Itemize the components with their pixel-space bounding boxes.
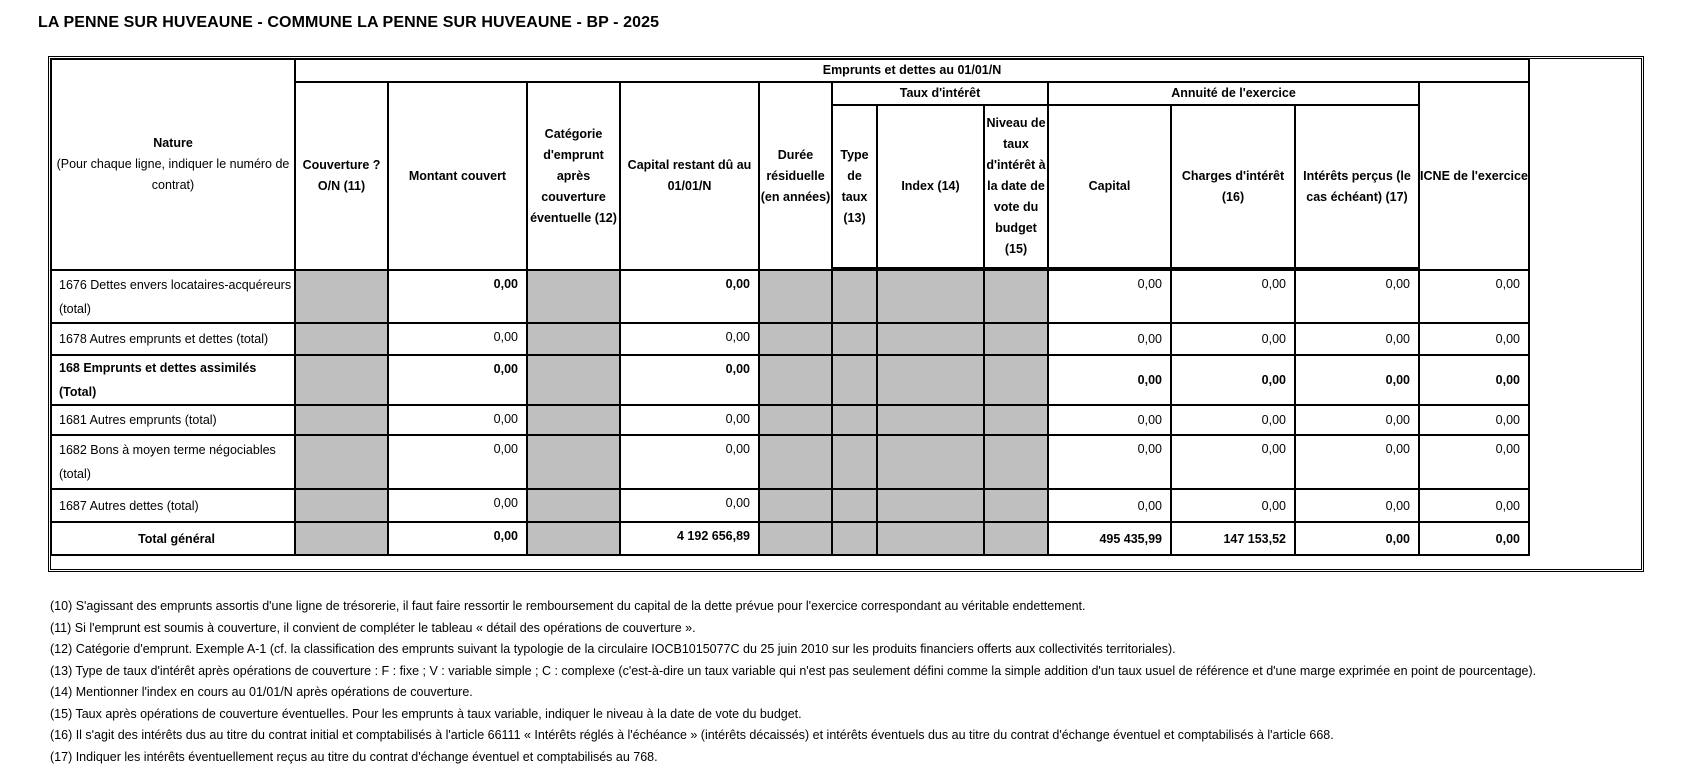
footnote-13: (13) Type de taux d'intérêt après opérations de couverture : F : fixe ; V : variable simple ; C : complexe (c'est-à-dire un taux variable qui n'est pas seulement défini comme la simple addition d'un taux usuel de référence et d'une marge exprimée en point de pourcentage). bbox=[50, 663, 1537, 678]
cell-index bbox=[877, 489, 984, 522]
cell-capital-restant: 0,00 bbox=[620, 270, 759, 323]
cell-capital: 0,00 bbox=[1048, 435, 1171, 489]
cell-capital-restant: 0,00 bbox=[620, 489, 759, 522]
table-row bbox=[51, 270, 1529, 323]
cell-capital: 0,00 bbox=[1048, 323, 1171, 355]
cell-capital: 0,00 bbox=[1048, 355, 1171, 405]
cell-niveau bbox=[984, 435, 1048, 489]
cell-categorie bbox=[527, 405, 620, 435]
cell-index bbox=[877, 405, 984, 435]
cell-charges: 0,00 bbox=[1171, 323, 1295, 355]
cell-duree bbox=[759, 435, 832, 489]
row-label: 168 Emprunts et dettes assimilés (Total) bbox=[51, 355, 295, 405]
cell-type-taux bbox=[832, 405, 877, 435]
header-couverture: Couverture ? O/N (11) bbox=[295, 82, 388, 270]
table-row bbox=[51, 489, 1529, 522]
cell-capital: 495 435,99 bbox=[1048, 522, 1171, 555]
cell-montant: 0,00 bbox=[388, 355, 527, 405]
cell-type-taux bbox=[832, 489, 877, 522]
cell-icne: 0,00 bbox=[1419, 270, 1529, 323]
cell-charges: 0,00 bbox=[1171, 405, 1295, 435]
footnote-14: (14) Mentionner l'index en cours au 01/01/N après opérations de couverture. bbox=[50, 685, 473, 699]
cell-couverture bbox=[295, 323, 388, 355]
cell-type-taux bbox=[832, 435, 877, 489]
cell-capital: 0,00 bbox=[1048, 270, 1171, 323]
cell-index bbox=[877, 435, 984, 489]
cell-icne: 0,00 bbox=[1419, 522, 1529, 555]
cell-duree bbox=[759, 405, 832, 435]
footnote-16: (16) Il s'agit des intérêts dus au titre du contrat initial et comptabilisés à l'article 66111 « Intérêts réglés à l'échéance » (intérêts décaissés) et intérêts éventuels dus au titre du contrat d'échange éventuel et comptabilisés à l'article 668. bbox=[50, 728, 1334, 742]
cell-type-taux bbox=[832, 270, 877, 323]
footnote-17: (17) Indiquer les intérêts éventuellement reçus au titre du contrat d'échange éventuel et comptabilisés au 768. bbox=[50, 749, 658, 764]
cell-capital-restant: 0,00 bbox=[620, 355, 759, 405]
cell-icne: 0,00 bbox=[1419, 435, 1529, 489]
page-title: LA PENNE SUR HUVEAUNE - COMMUNE LA PENNE SUR HUVEAUNE - BP - 2025 bbox=[38, 14, 660, 31]
cell-categorie bbox=[527, 435, 620, 489]
cell-interets: 0,00 bbox=[1295, 435, 1419, 489]
cell-index bbox=[877, 522, 984, 555]
table-row bbox=[51, 323, 1529, 355]
cell-montant: 0,00 bbox=[388, 435, 527, 489]
debt-table bbox=[50, 58, 1530, 556]
cell-index bbox=[877, 323, 984, 355]
cell-icne: 0,00 bbox=[1419, 323, 1529, 355]
cell-capital: 0,00 bbox=[1048, 405, 1171, 435]
footnote-10: (10) S'agissant des emprunts assortis d'une ligne de trésorerie, il faut faire ressortir le remboursement du capital de la dette prévue pour l'exercice correspondant au véritable endettement. bbox=[50, 599, 1086, 613]
cell-montant: 0,00 bbox=[388, 522, 527, 555]
row-label: 1676 Dettes envers locataires-acquéreurs (total) bbox=[51, 270, 295, 323]
cell-capital-restant: 0,00 bbox=[620, 405, 759, 435]
cell-charges: 0,00 bbox=[1171, 489, 1295, 522]
cell-categorie bbox=[527, 489, 620, 522]
table-row bbox=[51, 435, 1529, 489]
footnote-11: (11) Si l'emprunt est soumis à couverture, il convient de compléter le tableau « détail des opérations de couverture ». bbox=[50, 620, 696, 635]
cell-capital-restant: 4 192 656,89 bbox=[620, 522, 759, 555]
cell-type-taux bbox=[832, 522, 877, 555]
table-row bbox=[51, 405, 1529, 435]
cell-interets: 0,00 bbox=[1295, 489, 1419, 522]
cell-niveau bbox=[984, 522, 1048, 555]
header-group-emprunts: Emprunts et dettes au 01/01/N bbox=[295, 59, 1529, 82]
cell-duree bbox=[759, 323, 832, 355]
cell-charges: 147 153,52 bbox=[1171, 522, 1295, 555]
header-index: Index (14) bbox=[877, 105, 984, 268]
cell-charges: 0,00 bbox=[1171, 270, 1295, 323]
cell-interets: 0,00 bbox=[1295, 405, 1419, 435]
row-label: 1678 Autres emprunts et dettes (total) bbox=[51, 323, 295, 355]
cell-interets: 0,00 bbox=[1295, 323, 1419, 355]
cell-duree bbox=[759, 270, 832, 323]
cell-type-taux bbox=[832, 355, 877, 405]
cell-duree bbox=[759, 522, 832, 555]
cell-montant: 0,00 bbox=[388, 270, 527, 323]
header-group-taux: Taux d'intérêt bbox=[832, 82, 1048, 105]
cell-interets: 0,00 bbox=[1295, 522, 1419, 555]
cell-index bbox=[877, 355, 984, 405]
cell-icne: 0,00 bbox=[1419, 405, 1529, 435]
cell-type-taux bbox=[832, 323, 877, 355]
header-charges: Charges d'intérêt (16) bbox=[1171, 105, 1295, 268]
row-label: 1687 Autres dettes (total) bbox=[51, 489, 295, 522]
cell-categorie bbox=[527, 270, 620, 323]
header-niveau-taux: Niveau de taux d'intérêt à la date de vote du budget (15) bbox=[984, 105, 1048, 268]
cell-niveau bbox=[984, 405, 1048, 435]
cell-niveau bbox=[984, 270, 1048, 323]
header-capital-restant: Capital restant dû au 01/01/N bbox=[620, 82, 759, 270]
header-interets-percus: Intérêts perçus (le cas échéant) (17) bbox=[1295, 105, 1419, 268]
header-nature-title: Nature bbox=[153, 136, 193, 150]
row-label-total: Total général bbox=[51, 522, 295, 555]
cell-duree bbox=[759, 355, 832, 405]
cell-categorie bbox=[527, 355, 620, 405]
cell-couverture bbox=[295, 355, 388, 405]
cell-icne: 0,00 bbox=[1419, 355, 1529, 405]
header-icne: ICNE de l'exercice bbox=[1419, 82, 1529, 270]
cell-categorie bbox=[527, 323, 620, 355]
cell-montant: 0,00 bbox=[388, 405, 527, 435]
cell-couverture bbox=[295, 405, 388, 435]
cell-duree bbox=[759, 489, 832, 522]
cell-index bbox=[877, 270, 984, 323]
table-row bbox=[51, 355, 1529, 405]
footnote-12: (12) Catégorie d'emprunt. Exemple A-1 (cf. la classification des emprunts suivant la typologie de la circulaire IOCB1015077C du 25 juin 2010 sur les produits financiers offerts aux collectivités territoriales). bbox=[50, 642, 1176, 656]
header-type-taux: Type de taux (13) bbox=[832, 105, 877, 268]
cell-niveau bbox=[984, 355, 1048, 405]
cell-couverture bbox=[295, 435, 388, 489]
cell-couverture bbox=[295, 270, 388, 323]
cell-interets: 0,00 bbox=[1295, 270, 1419, 323]
header-categorie: Catégorie d'emprunt après couverture éventuelle (12) bbox=[527, 82, 620, 270]
cell-capital-restant: 0,00 bbox=[620, 435, 759, 489]
cell-niveau bbox=[984, 323, 1048, 355]
cell-charges: 0,00 bbox=[1171, 355, 1295, 405]
cell-icne: 0,00 bbox=[1419, 489, 1529, 522]
cell-charges: 0,00 bbox=[1171, 435, 1295, 489]
footnotes bbox=[50, 596, 1536, 768]
cell-capital: 0,00 bbox=[1048, 489, 1171, 522]
header-group-annuite: Annuité de l'exercice bbox=[1048, 82, 1419, 105]
header-capital: Capital bbox=[1048, 105, 1171, 268]
header-nature-subtitle: (Pour chaque ligne, indiquer le numéro de contrat) bbox=[56, 157, 290, 192]
cell-categorie bbox=[527, 522, 620, 555]
cell-interets: 0,00 bbox=[1295, 355, 1419, 405]
header-montant-couvert: Montant couvert bbox=[388, 82, 527, 270]
cell-montant: 0,00 bbox=[388, 323, 527, 355]
header-duree: Durée résiduelle (en années) bbox=[759, 82, 832, 270]
header-nature bbox=[51, 59, 295, 270]
cell-montant: 0,00 bbox=[388, 489, 527, 522]
cell-niveau bbox=[984, 489, 1048, 522]
cell-couverture bbox=[295, 522, 388, 555]
footnote-15: (15) Taux après opérations de couverture éventuelles. Pour les emprunts à taux variable, indiquer le niveau à la date de vote du budget. bbox=[50, 706, 802, 721]
row-label: 1682 Bons à moyen terme négociables (total) bbox=[51, 435, 295, 489]
cell-capital-restant: 0,00 bbox=[620, 323, 759, 355]
row-label: 1681 Autres emprunts (total) bbox=[51, 405, 295, 435]
total-row bbox=[51, 522, 1529, 555]
cell-couverture bbox=[295, 489, 388, 522]
